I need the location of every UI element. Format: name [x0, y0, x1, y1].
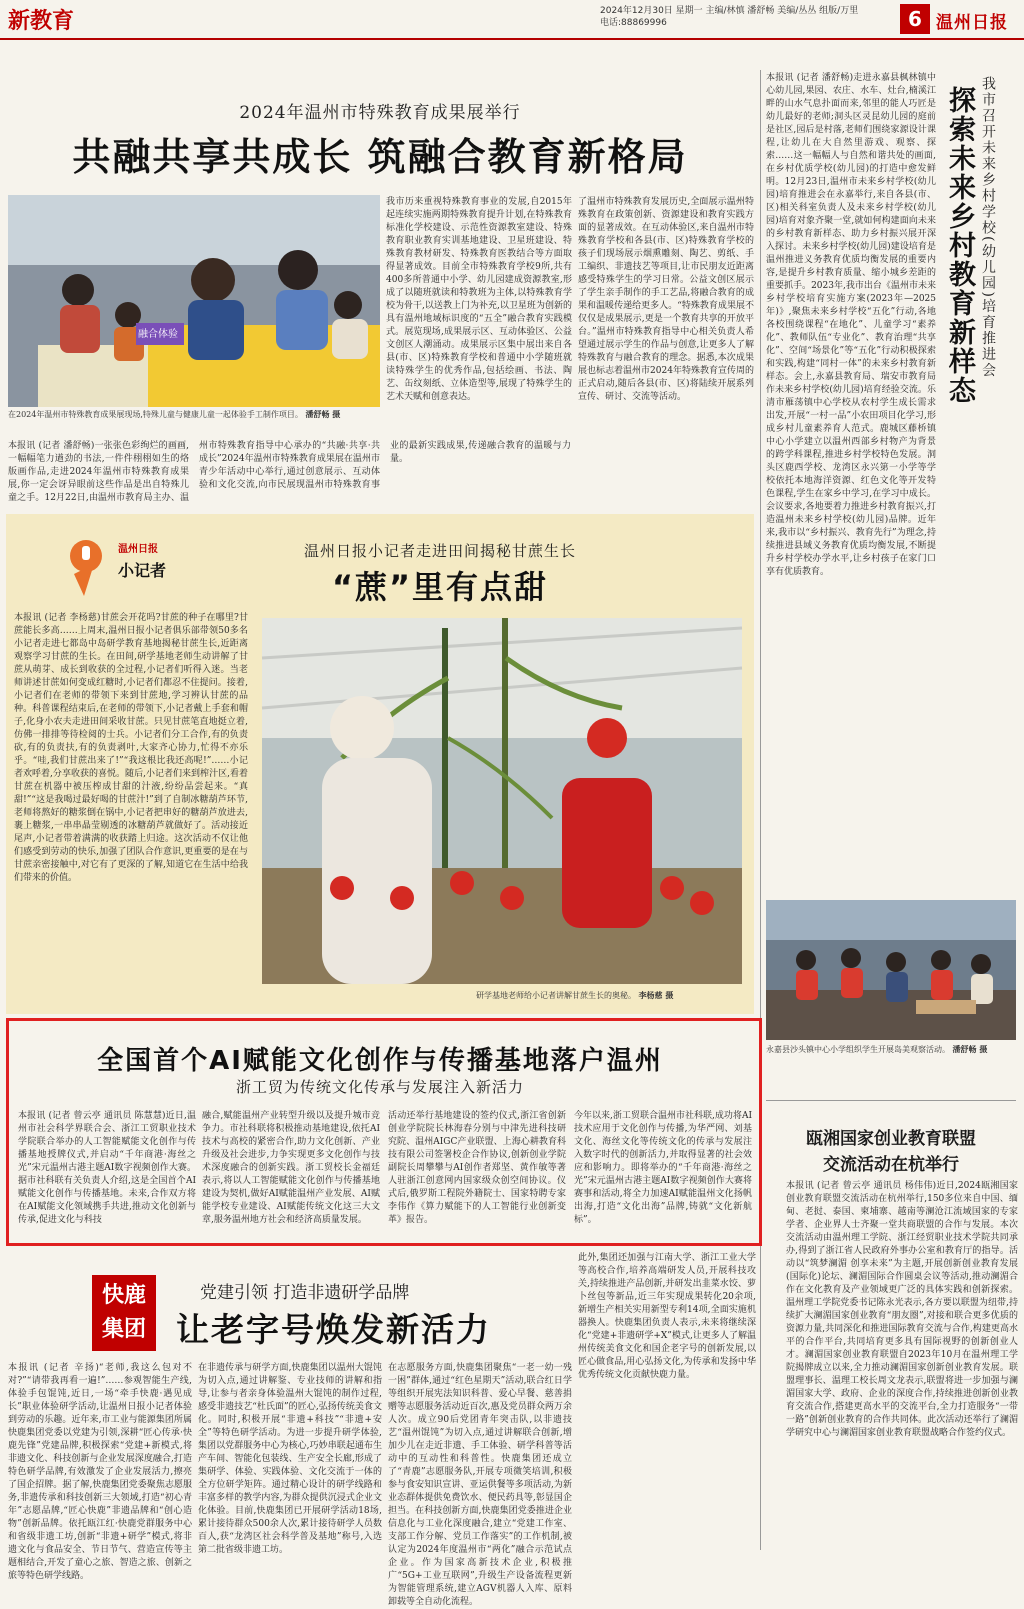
page-number: 6 — [900, 4, 930, 34]
date-editor-line: 2024年12月30日 星期一 主编/林慎 潘舒畅 美编/丛丛 组版/万里 — [600, 6, 859, 16]
alliance-rule — [766, 1100, 1016, 1101]
top-photo — [8, 195, 380, 407]
right-story-text: 本报讯 (记者 潘舒畅)走进永嘉县枫林镇中心幼儿园,果园、农庄、水车、灶台,楠溪江畔的山水气息扑面而来,邻里的能人巧匠是幼儿最好的老师;洞头区灵昆幼儿园的庭前是社区,园后是村落,老师们围绕家源设计课程,让幼儿在大自然里游戏、观察、探索……这一幅幅人与自然和谐共处的画面,在乡村优质学校(幼儿园)的打造中愈发鲜明。12月23日,温州市未来乡村学校(幼儿园)培育推进会在永嘉举行,来自各县(市、区)相关科室负责人及未来乡村学校(幼儿园)培育对象齐聚一堂,就如何构建面向未来的乡村教育新样态、助力乡村振兴展开深入探讨。未来乡村学校(幼儿园)建设培育是温州推进义务教育优质均衡发展的重要内容,是提升乡村教育质量、缩小城乡差距的重要抓手。2023年,我市出台《温州市未来乡村学校培育实施方案(2023年—2025年)》,聚焦未来乡村学校“五化”行动,各地各校围绕课程“在地化”、儿童学习“素养化”、教师队伍“专业化”、教育治理“共享化”、空间“场景化”等“五化”行动积极探索和实践,构建“同村一体”的未来乡村教育新样态。会上,永嘉县教育局、瑞安市教育局作未来乡村学校(幼儿园)培育经验交流。乐清市雁荡镇中心学校从农村学生成长需求出发,开展“一村一品”小农田项目化学习,形成乡村儿童素养育人范式。鹿城区藤桥镇中心小学建立以温州西部乡村物产为背景的跨学科课程,推进乡村学校特色发展。洞头区鹿西学校、龙湾区永兴第一小学等学校依托本地海洋资源、红色文化等开发特色课程,学生在家乡中学习,在学习中成长。会议要求,各地要着力推进乡村教育振兴,打造温州未来乡村学校(幼儿园)品牌。近年来,我市以“乡村振兴、教育先行”为理念,持续推进县域义务教育优质均衡发展,不断提升乡村学校办学水平,让乡村孩子在家门口享有优质教育。 — [766, 73, 936, 577]
paper-logo: 温州日报 — [936, 13, 1008, 33]
top-col-3: 了温州市特殊教育发展历史,全面展示温州特殊教育在政策创新、资源建设和教育实践方面的显著成效。在互动体验区,来自温州市特殊教育学校和各县(市、区)特殊教育学校的孩子们现场展示烟熏雕刻、陶艺、剪纸、手工编织、非遗技艺等项目,让市民朋友近距离感受特殊学生的学习日常。公益文创区展示了学生亲手制作的手工艺品,将融合教育的成果和温暖传递给更多人。“特殊教育成果展不仅仅是成果展示,更是一个教育共享的开放平台。”温州市特殊教育指导中心相关负责人希望通过展示学生的作品与创意,让更多人了解特殊教育与融合教育的理念。据悉,本次成果展也标志着温州市2024年特殊教育宣传周的正式启动,随后各县(市、区)将陆续开展系列宣传、研讨、交流等活动。 — [578, 197, 754, 402]
ai-col-2: 融合,赋能温州产业转型升级以及提升城市竞争力。市社科联将积极推动基地建设,依托AI技术与高校的紧密合作,助力文化创新、产业升级及社会进步,力争实现更多文化创作与技术深度融合的创新实践。浙工贸校长金福廷表示,将以人工智能赋能文化创作与传播基地建设为契机,做好AI赋能温州产业发展、AI赋能学校专业建设、AI赋能传统文化这三大文章,服务温州地方社会和经济高质量发展。 — [202, 1111, 380, 1225]
page-header — [0, 0, 1024, 40]
right-photo-caption: 永嘉县沙头镇中心小学组织学生开展岛美观察活动。 潘舒畅 摄 — [766, 1044, 988, 1054]
bottom-kicker: 党建引领 打造非遗研学品牌 — [200, 1283, 410, 1303]
brand-block: 快鹿集团 — [92, 1275, 156, 1351]
ai-col-3: 活动还举行基地建设的签约仪式,浙江省创新创业学院院长林海春分别与中津先进科技研究院、温州AIGC产业联盟、上海心耕教育科技有限公司签署校企合作协议,创新创业学院副院长周攀攀与AI创作者郑坚、黄作敏等著人驻浙江创意网内国家级众创空间协议。仪式后,俄罗斯工程院外籍院士、国家特聘专家李伟作《算力赋能下的人工智能行业创新变革》报告。 — [388, 1111, 566, 1225]
top-kicker: 2024年温州市特殊教育成果展举行 — [239, 103, 521, 123]
top-col-2: 我市历来重视特殊教育事业的发展,自2015年起连续实施两期特殊教育提升计划,在特殊教育标准化学校建设、示范性资源教室建设、特殊教育职业教育实训基地建设、卫星班建设、特殊教育教材研发、特殊教育医教结合等方面取得显著成效。目前全市特殊教育学校9所,共有400多所普通中小学、幼儿园建成资源教室,形成了以随班就读和特教班为主体,以特殊教育学校为骨干,以送教上门为补充,以卫星班为创新的具有温州地域标识度的“五全”融合教育实践模式。展览现场,成果展示区、互动体验区、公益文创区人潮涌动。成果展示区集中展出来自各县(市、区)特殊教育学校和普通中小学随班就读特殊学生的优秀作品,包括绘画、书法、陶艺、缶纹刻纸、立体造型等,展现了特殊学生的艺术天赋和创意表达。 — [386, 197, 572, 402]
cane-kicker: 温州日报小记者走进田间揭秘甘蔗生长 — [303, 542, 576, 560]
bottom-col-4: 此外,集团还加强与江南大学、浙江工业大学等高校合作,培养高端研发人员,开展科技攻关,持续推进产品创新,并研发出韭菜水饺、萝卜丝包等新品,近三年实现成果转化20余项,新增生产相关实用新型专利14项,全面实施机器换人。快鹿集团负责人表示,未来将继续深化“党建+非遗研学+X”模式,让更多人了解温州传统美食文化和国企老字号的创新发展,以匠心做食品,用心弘扬文化,为传承和发扬中华优秀传统文化贡献快鹿力量。 — [578, 1253, 756, 1380]
alliance-headline-2: 交流活动在杭举行 — [823, 1155, 959, 1175]
bottom-headline: 让老字号焕发新活力 — [176, 1310, 491, 1349]
column-rule — [760, 70, 761, 1550]
date-line — [600, 5, 858, 29]
top-headline: 共融共享共成长 筑融合教育新格局 — [72, 135, 688, 179]
alliance-headline-1: 瓯湘国家创业教育联盟 — [806, 1129, 976, 1149]
ai-col-4: 今年以来,浙工贸联合温州市社科联,成功将AI技术应用于文化创作与传播,为华严网、刘基文化、海丝文化等传统文化的传承与发展注入数字时代的创新活力,并取得显著的社会效应和影响力。即将举办的“千年商港·海丝之光”宋元温州古港主题AI数字视频创作大赛将赛事和活动,将全力加速AI赋能温州文化扬帆出海,打造“文化出海”品牌,铸就“文化新航标”。 — [574, 1111, 752, 1225]
ai-subhead: 浙工贸为传统文化传承与发展注入新活力 — [235, 1078, 524, 1096]
right-photo — [766, 900, 1016, 1040]
ai-headline: 全国首个AI赋能文化创作与传播基地落户温州 — [97, 1046, 663, 1076]
badge-label: 小记者 — [118, 561, 167, 580]
top-photo-credit: 潘舒畅 摄 — [305, 409, 341, 419]
badge-brand: 温州日报 — [118, 544, 158, 555]
section-name: 新教育 — [8, 9, 75, 34]
cane-photo-credit: 李杨慈 摄 — [638, 990, 674, 1000]
bottom-col-3: 在志愿服务方面,快鹿集团聚焦“一老一幼一残一困”群体,通过“红色星期天”活动,联合红日学等组织开展宪法知识科普、爱心早餐、慈善捐赠等志愿服务活动近百次,惠及党员群众两万余人次。成立90后党团青年突击队,以非遗技艺“温州馄饨”为切入点,通过讲解联合创新,增加少儿在走近非遗、手工体验、研学科普等活动中的互动性和科普性。快鹿集团还成立了“青鹿”志愿服务队,开展专项微笑培训,积极参与食安知识宣讲、亚运供餐等多项活动,为新业态群体提供免费饮水、便民药具等,彰显国企担当。在科技创新方面,快鹿集团党委推进企业信息化与工业化深度融合,建立“党建工作室、支部工作分解、党员工作落实”的工作机制,被认定为2024年度温州市“两化”融合示范试点企业。作为国家高新技术企业,积极推广“5G+工业互联网”,升级生产设备流程更新为智能管理系统,建立AGV机器人入库、原料卸载等全自动化流程。 — [388, 1363, 572, 1607]
photo-sign: 融合体验 — [138, 329, 178, 340]
bottom-col-2: 在非遗传承与研学方面,快鹿集团以温州大馄饨为切入点,通过讲解鉴、专业技师的讲解和指导,让参与者亲身体验温州大馄饨的制作过程,感受非遗技艺“杜氏面”的匠心,弘扬传统美食文化。同时,积极开展“非遗+科技”“非遗+安全”等特色研学活动。为进一步提升研学体验,集团以党群服务中心为核心,巧妙串联起通布生产车间、智能化包装线、生产安全长廊,形成了集研学、体验、实践体验、文化交流于一体的全方位研学矩阵。通过精心设计的研学线路和丰富多样的教学内容,为群众提供沉浸式企业文化体验。目前,快鹿集团已开展研学活动18场,累计接待群众500余人次,累计接待研学人员数百人,获“龙湾区社会科学普及基地”称号,入选第二批省级非遗工坊。 — [198, 1363, 382, 1555]
right-photo-credit: 潘舒畅 摄 — [952, 1044, 988, 1054]
top-lead: 本报讯 (记者 潘舒畅)一张张色彩绚烂的画画,一幅幅笔力遒劲的书法,一件件栩栩如生的烙版画作品,走进2024年温州市特殊教育成果展,你一定会讶异眼前这些作品是出自特殊儿童之手。12月22日,由温州市教育局主办、温州市特殊教育指导中心承办的“共融·共享·共成长”2024年温州市特殊教育成果展在温州市青少年活动中心举行,通过创意展示、互动体验和文化交流,向市民展现温州市特殊教育事业的最新实践成果,传递融合教育的温暖与力量。 — [8, 441, 571, 503]
alliance-text: 本报讯 (记者 曾云亭 通讯员 杨伟伟)近日,2024瓯湘国家创业教育联盟交流活动在杭州举行,150多位来自中国、缅甸、老挝、泰国、柬埔寨、越南等澜沧江流域国家的专家学者、企业界人士齐聚一堂共商联盟的合作与发展。本次交流活动由温州理工学院、浙江经贸职业技术学院共同承办,得到了浙江省人民政府外事办公室和教育厅的指导。活动以“筑梦澜湄 创享未来”为主题,开展创新创业教育发展(国际化)论坛、澜湄国际合作圆桌会议等活动,推动澜湄合作在文化教育及产业领域更广泛的具体实践和创新探索。温州理工学院党委书记陈永光表示,各方要以联盟为纽带,持续扩大澜湄国家创业教育“朋友圈”,对接和联合更多优质的资源力量,共同深化和推进国际教育交流与合作,构建更高水平的合作平台,共同培育更多具有国际视野的创新创业人才。澜湄国家创业教育联盟自2023年10月在温州理工学院揭牌成立以来,全力推动澜湄国家创新创业教育发展。联盟理事长、温理工校长周文龙表示,联盟将进一步加强与澜湄国家大学、政府、企业的深度合作,持续推进创新创业教育交流合作,搭建更高水平的交流平台,全力打造服务“一带一路”创新创业教育的合作共同体。此次活动还举行了澜湄学研究中心与澜湄国家创业教育联盟战略合作签约仪式。 — [786, 1181, 1018, 1438]
cane-headline: “蔗”里有点甜 — [331, 568, 549, 606]
right-headline: 探索未来乡村教育新样态 — [944, 86, 975, 405]
top-photo-caption: 在2024年温州市特殊教育成果展现场,特殊儿童与健康儿童一起体验手工制作项目。 潘舒畅 摄 — [8, 409, 341, 419]
cane-photo — [262, 618, 742, 984]
cane-text: 本报讯 (记者 李杨慈)甘蔗会开花吗?甘蔗的种子在哪里?甘蔗能长多高……上周末,温州日报小记者俱乐部带领50多名小记者走进七都岛中岛研学教育基地揭秘甘蔗生长,近距离观察学习甘蔗的生长。在田间,研学基地老师生动讲解了甘蔗从萌芽、成长到收获的全过程,小记者们听得入迷。当老师讲述甘蔗如何变成红糖时,小记者们都忍不住提问。接着,小记者们在老师的带领下来到甘蔗地,学习辨认甘蔗的品种。科普课程结束后,在老师的带领下,小记者戴上手套和帽子,化身小农夫走进田间采收甘蔗。只见甘蔗笔直地挺立着,仿佛一排排等待检阅的士兵。小记者们分工合作,有的负责砍,有的负责扶,有的负责剥叶,大家齐心协力,忙得不亦乐乎。“哇,我们甘蔗出来了!”“我这根比我还高呢!”……小记者欢呼着,分享收获的喜悦。随后,小记者们来到榨汁区,看着甘蔗在机器中被压榨成甘甜的汁液,纷纷品尝起来。“真甜!”“这是我喝过最好喝的甘蔗汁!”到了自制冰糖葫芦环节,老师将熬好的糖浆倒在锅中,小记者把串好的糖葫芦放进去,裹上糖浆,一串串晶莹剔透的冰糖葫芦就做好了。活动接近尾声,小记者带着满满的收获踏上归途。这次活动不仅让他们感受到劳动的快乐,加强了团队合作意识,更重要的是在与甘蔗亲密接触中,对它有了更深的了解,知道它在生活中给我们带来的价值。 — [14, 613, 248, 883]
ai-col-1: 本报讯 (记者 曾云亭 通讯员 陈慧慧)近日,温州市社会科学界联合会、浙江工贸职业技术学院联合举办的人工智能赋能文化创作与传播基地授牌仪式,并启动“千年商港·海丝之光”宋元温州古港主题AI数字视频创作大赛。据市社科联有关负责人介绍,这是全国首个AI赋能文化创作与传播基地。未来,合作双方将在AI赋能文化领域携手共进,推动文化创新与传承,促进文化与科技 — [18, 1111, 196, 1225]
cane-photo-caption: 研学基地老师给小记者讲解甘蔗生长的奥秘。 李杨慈 摄 — [476, 990, 674, 1000]
bottom-col-1: 本报讯 (记者 辛扬)“老师,我这么包对不对?”“请带我再看一遍!”……参观智能生产线,体验手包馄饨,近日,一场“牵手快鹿·遇见成长”职业体验研学活动,让温州日报小记者体验到劳动的乐趣。近年来,市工业与能源集团所属快鹿集团党委以党建为引领,深耕“匠心传承·快鹿先锋”党建品牌,积极探索“党建+新模式,将非遗文化、科技创新与企业发展深度融合,打造特色研学品牌,有效激发了企业发展活力,擦亮了国企招牌。据了解,快鹿集团党委聚焦志愿服务,非遗传承和科技创新三大领域,打造“初心青年”志愿品牌,“匠心快鹿”非遗品牌和“创心造物”创新品牌。依托瓯江红·快鹿党群服务中心和省级非遗工坊,创新“非遗+研学”模式,将非遗文化与食品安全、节日节气、营造宣传等主题相结合,开发了童心之旅、智造之旅、创新之旅等特色研学线路。 — [8, 1363, 192, 1581]
phone-line: 电话:88869996 — [600, 18, 667, 28]
right-kicker: 我市召开未来乡村学校(幼儿园)培育推进会 — [980, 76, 996, 379]
